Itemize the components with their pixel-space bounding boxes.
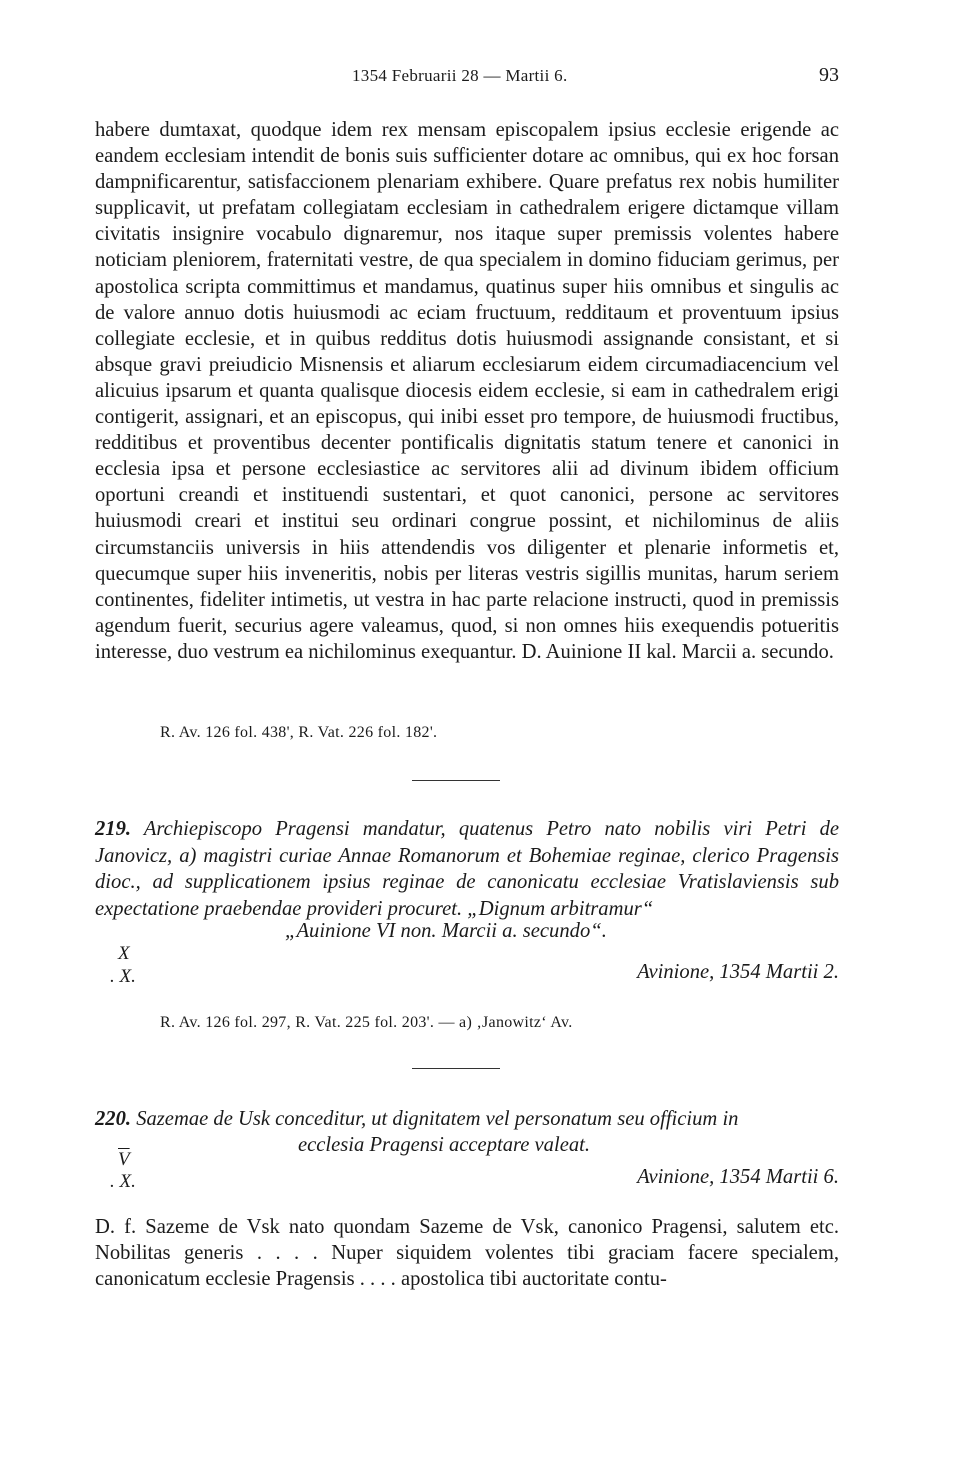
entry-220-registry-mark-bottom: . X. [110,1171,136,1192]
page-number: 93 [819,64,839,86]
entry-220-summary [95,1106,839,1133]
entry-220-registry-mark-top: $\overline{V}$ [118,1149,130,1170]
entry-220-text: D. f. Sazeme de Vsk nato quondam Sazeme de Vsk, canonico Pragensi, salutem etc. Nobilitas generis . . . . Nuper siquidem volentes tibi graciam facere specialem, canonicatum ecclesie Pragensis . . . . apostolica tibi auctoritate contu- [95,1216,839,1291]
entry-219-registry-mark-top: X [118,943,130,964]
page-header [94,62,839,90]
entry-220-place-date: Avinione, 1354 Martii 6. [637,1166,839,1188]
entry-219-registry-mark-bottom: . X. [110,966,136,987]
section-divider [412,780,500,781]
section-divider [412,1068,500,1069]
continuation-text: habere dumtaxat, quodque idem rex mensam episcopalem ipsius ecclesie erigende ac eandem ecclesiam intendit de bonis suis sufficienter dotare ac omnibus, qui ex hoc forsan dampnificarentur, satisfaccionem plenariam exhibere. Quare prefatus rex nobis humiliter supplicavit, ut prefatam collegiatam ecclesiam in cathedralem erigere dictamque villam civitatis insignire vocabulo dignaremur, nos itaque super premissis volentes habere noticiam pleniorem, fraternitati vestre, de qua specialem in domino fiduciam gerimus, per apostolica scripta committimus et mandamus, quatinus super hiis omnibus et singulis ac de valore annuo dotis huiusmodi ac eciam fructuum, redditaum et proventuum ipsius collegiate ecclesie, et in quibus redditus dotis huiusmodi assignande consistant, et si absque gravi preiudicio Misnensis et aliarum ecclesiarum eidem circumadiacencium vel alicuius ipsarum et quanta qualisque diocesis eidem ecclesie, si eam in cathedralem erigi contigerit, assignari, et an episcopus, qui inibi esset pro tempore, de huiusmodi fructibus, redditibus et proventibus decenter pontificalis dignitatis statum tenere et canonici in ecclesia ipsa et persone ecclesiastice ac servitores alii ad divinum ibidem officium oportuni creandi et instituendi sustentari, et quot canonici, persone ac servitores huiusmodi creari et institui seu ordinari congrue possint, et nichilominus de aliis circumstanciis universis in hiis attendendis vos diligenter et plenarie informetis et, quecumque super hiis inveneritis, nobis per literas vestris sigillis munitas, harum seriem continentes, fideliter intimetis, ut vestra in hac parte relacione instructi, quod in premissis agendum fuerit, securius agere valeamus, quod, si non omnes hiis exequendis potueritis interesse, duo vestrum ea nichilominus exequantur. D. Auinione II kal. Marcii a. secundo. [95,119,839,663]
continuation-source-reference: R. Av. 126 fol. 438', R. Vat. 226 fol. 182'. [160,724,438,741]
entry-219-number: 219. [95,818,132,840]
entry-220-summary-continuation: ecclesia Pragensi acceptare valeat. [298,1134,591,1156]
entry-219-incipit-end: „Auinione VI non. Marcii a. secundo“. [285,920,607,942]
entry-219-summary [95,816,839,922]
entry-219-summary-text: Archiepiscopo Pragensi mandatur, quatenus Petro nato nobilis viri Petri de Janovicz, a) magistri curiae Annae Romanorum et Bohemiae reginae, clerico Pragensis dioc., ad supplicationem ipsius reginae de canonicatu ecclesiae Vratislaviensis sub expectatione praebendae provideri procuret. „Dignum arbitramur“ [95,818,840,920]
entry-220-number: 220. [95,1108,132,1130]
entry-219-source-reference: R. Av. 126 fol. 297, R. Vat. 225 fol. 203'. — a) ‚Janowitz‘ Av. [160,1014,573,1031]
entry-220-summary-text: Sazemae de Usk conceditur, ut dignitatem vel personatum seu officium in [136,1108,739,1130]
running-head: 1354 Februarii 28 — Martii 6. [352,66,568,85]
entry-219-place-date: Avinione, 1354 Martii 2. [637,961,839,983]
